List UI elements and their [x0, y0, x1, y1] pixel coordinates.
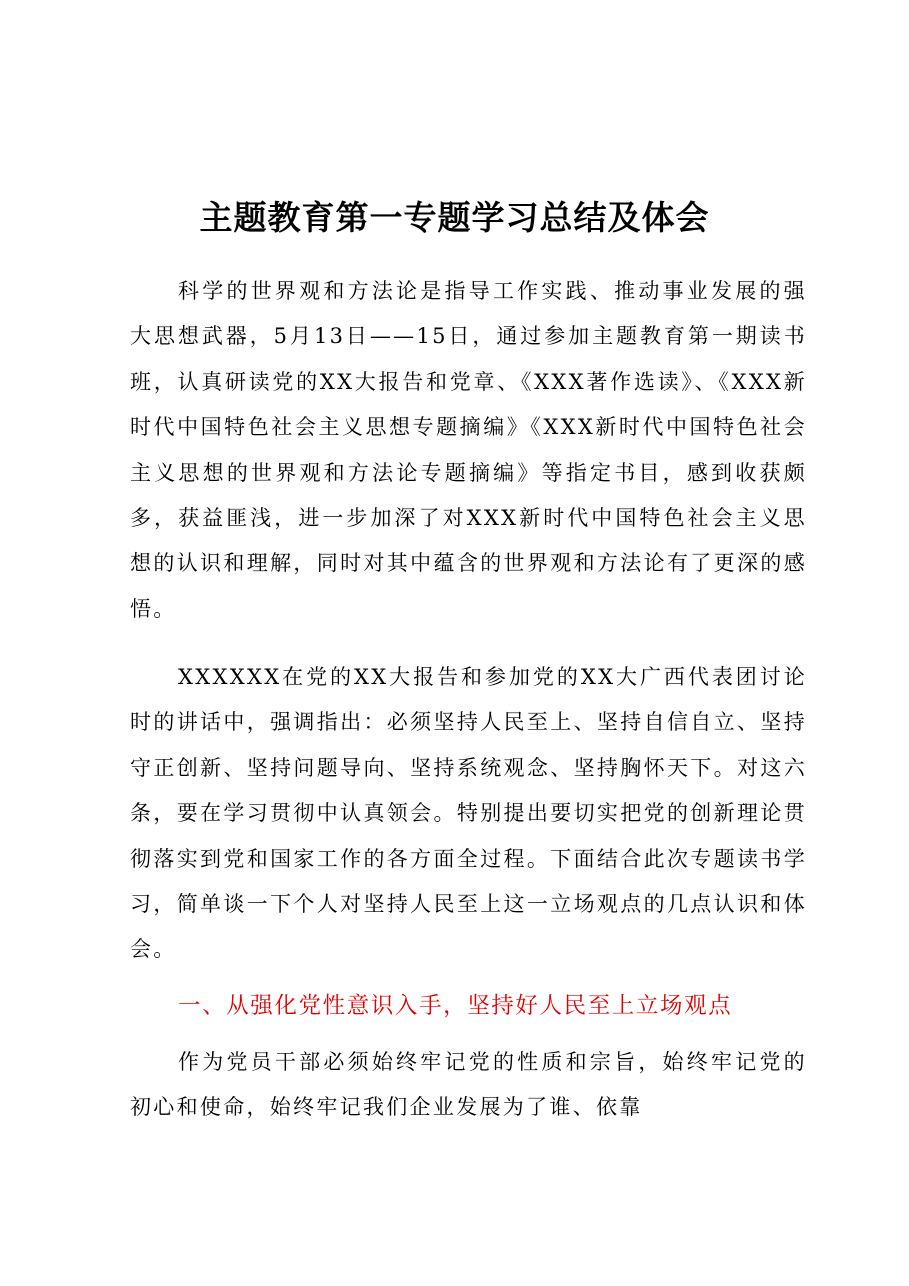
- body-paragraph-3: 作为党员干部必须始终牢记党的性质和宗旨，始终牢记党的初心和使命，始终牢记我们企业发展为了谁、依靠: [130, 1050, 807, 1120]
- section-heading-1: 一、从强化党性意识入手，坚持好人民至上立场观点: [178, 993, 733, 1019]
- body-paragraph-2: XXXXXX在党的XX大报告和参加党的XX大广西代表团讨论时的讲话中，强调指出：必须坚持人民至上、坚持自信自立、坚持守正创新、坚持问题导向、坚持系统观念、坚持胸怀天下。对这六条，要在学习贯彻中认真领会。特别提出要切实把党的创新理论贯彻落实到党和国家工作的各方面全过程。下面结合此次专题读书学习，简单谈一下个人对坚持人民至上这一立场观点的几点认识和体会。: [130, 665, 807, 962]
- document-title: 主题教育第一专题学习总结及体会: [199, 198, 710, 237]
- body-paragraph-1: 科学的世界观和方法论是指导工作实践、推动事业发展的强大思想武器，5月13日——15日，通过参加主题教育第一期读书班，认真研读党的XX大报告和党章、《XXX著作选读》、《XXX新时代中国特色社会主义思想专题摘编》《XXX新时代中国特色社会主义思想的世界观和方法论专题摘编》等指定书目，感到收获颇多，获益匪浅，进一步加深了对XXX新时代中国特色社会主义思想的认识和理解，同时对其中蕴含的世界观和方法论有了更深的感悟。: [130, 279, 807, 621]
